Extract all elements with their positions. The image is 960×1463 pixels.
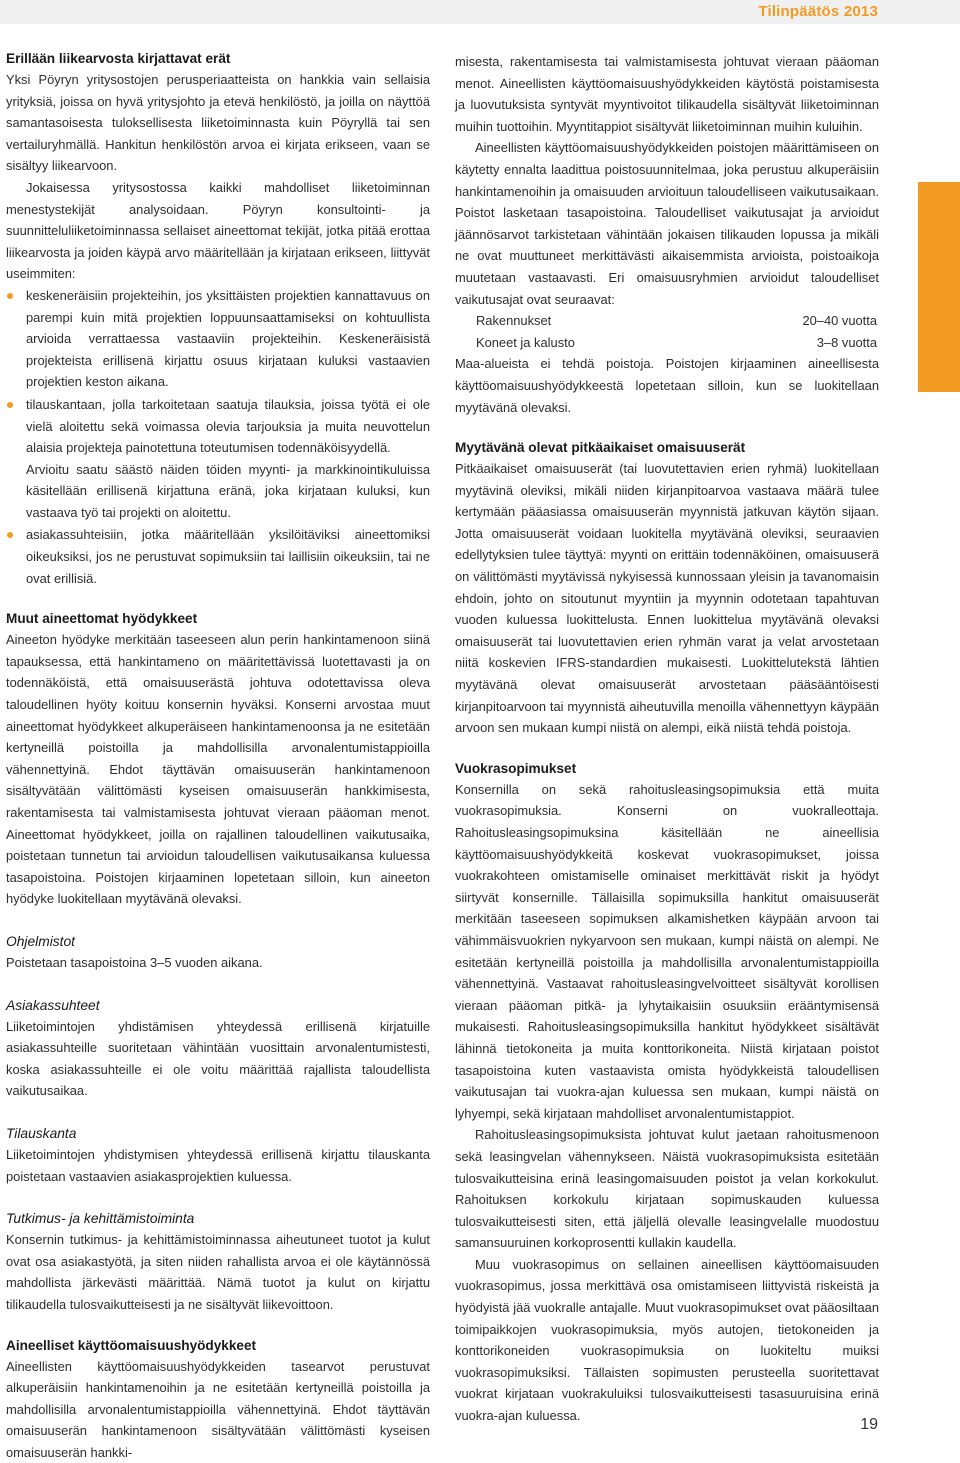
paragraph: Muu vuokrasopimus on sellainen aineellisen käyttöomaisuuden vuokrasopimus, jossa merkittävä osa omistamiseen liittyvistä riskeistä ja hyödyistä jää vuokralle antajalle. Muut vuokrasopimukset ovat pääosiltaan toimipaikkojen vuokrasopimuksia, myös autojen, tietokoneiden ja konttorikoneiden vuokrasopimuksia on luokiteltu muiksi vuokrasopimuksiksi. Tällaisten sopimusten perusteella suoritettavat vuokrat kirjataan vuokrakuluiksi tulosvaikutteisesti tasasuuruisina erinä vuokra-ajan kuluessa. [455, 1254, 879, 1427]
heading-erillaan: Erillään liikearvosta kirjattavat erät [6, 48, 430, 69]
asset-class: Rakennukset [476, 310, 551, 332]
list-item [6, 285, 430, 393]
subheading-tutkimus: Tutkimus- ja kehittämistoiminta [6, 1208, 430, 1229]
subheading-asiakassuhteet: Asiakassuhteet [6, 995, 430, 1016]
table-row [455, 310, 879, 332]
paragraph: Pitkäaikaiset omaisuuserät (tai luovutettavien erien ryhmä) luokitellaan myytävinä oleviksi, mikäli niiden kirjanpitoarvoa vastaava määrä tulee kertymään pääasiassa omaisuuserän myynnistä jatkuvan käytön sijaan. Jotta omaisuuserät voidaan luokitella myytävänä oleviksi, seuraavien edellytyksien tulee täyttyä: myynti on erittäin todennäköinen, omaisuuserä on välittömästi myytävissä nykyisessä kunnossaan yleisin ja tavanomaisin ehdoin, johto on sitoutunut myyntiin ja myynnin odotetaan tapahtuvan vuoden kuluessa luokittelusta. Ennen luokittelua myytävänä olevaksi omaisuuserät tai luovutettavien erien ryhmän varat ja velat arvostetaan niitä koskevien IFRS-standardien mukaisesti. Luokittelutekstä lähtien myytävänä olevat omaisuuserät arvostetaan pääsääntöisesti kirjanpitoarvoon tai myynnistä aiheutuvilla menoilla vähennettyyn käypään arvoon sen mukaan kumpi niistä on alempi, eikä niistä tehdä poistoja. [455, 458, 879, 739]
depreciation-table [455, 310, 879, 353]
subheading-ohjelmistot: Ohjelmistot [6, 931, 430, 952]
list-item [6, 524, 430, 589]
paragraph: Aineellisten käyttöomaisuushyödykkeiden tasearvot perustuvat alkuperäisiin hankintamenoihin ja ne esitetään kertyneillä poistoilla ja mahdollisilla arvonalentumistappioilla vähennettyinä. Ehdot täyttävän omaisuuserän hankintamenoon sisältyvätään välittömästi kyseisen omaisuuserän hankki- [6, 1356, 430, 1463]
page-number: 19 [860, 1416, 878, 1434]
asset-class: Koneet ja kalusto [476, 332, 575, 354]
heading-muut: Muut aineettomat hyödykkeet [6, 608, 430, 629]
header-bar [0, 0, 960, 24]
paragraph: Jokaisessa yritysostossa kaikki mahdolliset liiketoiminnan menestystekijät analysoidaan. Pöyryn konsultointi- ja suunnitteluliiketoiminnassa sellaiset aineettomat tekijät, jotka pitää erottaa liikearvosta ja joiden käypä arvo määritellään ja kirjataan erikseen, liittyvät useimmiten: [6, 177, 430, 285]
subheading-tilauskanta: Tilauskanta [6, 1123, 430, 1144]
bullet-icon [7, 532, 13, 538]
paragraph: Rahoitusleasingsopimuksista johtuvat kulut jaetaan rahoitusmenoon sekä leasingvelan vähennykseen. Näistä vuokrasopimuksista esitetään tulosvaikutteisina erinä leasingomaisuuden poistot ja velan korkokulut. Rahoituksen korkokulu kirjataan sopimuskauden kuluessa tulosvaikutteisesti siten, että jäljellä olevalle leasingvelalle muodostuu samansuuruinen korkoprosentti kullakin kaudella. [455, 1124, 879, 1254]
depreciation-period: 20–40 vuotta [802, 310, 877, 332]
bullet-text: tilauskantaan, jolla tarkoitetaan saatuja tilauksia, joissa työtä ei ole vielä aloitettu sekä voimassa olevia tarjouksia ja muita neuvottelun alaisia projekteja painotettuna toteutumisen todennäköisyydellä. [26, 394, 430, 459]
heading-myytavana: Myytävänä olevat pitkäaikaiset omaisuuserät [455, 437, 879, 458]
report-title: Tilinpäätös 2013 [758, 3, 878, 20]
paragraph: Poistetaan tasapoistoina 3–5 vuoden aikana. [6, 952, 430, 974]
list-item [6, 394, 430, 524]
heading-vuokrasopimukset: Vuokrasopimukset [455, 758, 879, 779]
paragraph: Yksi Pöyryn yritysostojen perusperiaatteista on hankkia vain sellaisia yrityksiä, joissa on hyvä yritysjohto ja etevä henkilöstö, ja joilla on näyttöä samantasoisesta tuloksellisesta liiketoiminnasta kuin Pöyryllä tai sen vertailuryhmällä. Hankitun henkilöstön arvoa ei kirjata erikseen, vaan se sisältyy liikearvoon. [6, 69, 430, 177]
heading-aineelliset: Aineelliset käyttöomaisuushyödykkeet [6, 1335, 430, 1356]
right-column [455, 51, 879, 1427]
paragraph: Konsernin tutkimus- ja kehittämistoiminnassa aiheutuneet tuotot ja kulut ovat osa asiakastyötä, ja siten niiden rahallista arvoa ei ole käytännössä mahdollista järkevästi määrittää. Nämä tuotot ja kulut on kirjattu tilikaudella tulosvaikutteisesti ja ne sisältyvät liikevoittoon. [6, 1229, 430, 1315]
paragraph: Maa-alueista ei tehdä poistoja. Poistojen kirjaaminen aineellisesta käyttöomaisuushyödykkeestä lopetetaan silloin, kun se luokitellaan myytävänä olevaksi. [455, 353, 879, 418]
bullet-icon [7, 293, 13, 299]
orange-accent-block [918, 182, 960, 392]
paragraph: Liiketoimintojen yhdistämisen yhteydessä erillisenä kirjatuille asiakassuhteille suoritetaan vähintään vuosittain arvonalentumistesti, koska asiakassuhteille ei ole voitu määrittää rajallista taloudellista vaikutusaikaa. [6, 1016, 430, 1102]
paragraph: Aineellisten käyttöomaisuushyödykkeiden poistojen määrittämiseen on käytetty ennalta laadittua poistosuunnitelmaa, joka perustuu alkuperäisiin hankintamenoihin ja omaisuuden arvioituun taloudelliseen vaikutusaikaan. Poistot lasketaan tasapoistoina. Taloudelliset vaikutusajat ja arvioidut jäännösarvot tarkistetaan vähintään jokaisen tilikauden lopussa ja mikäli ne ovat muuttuneet merkittävästi aikaisemmista arvioista, poistoaikoja muutetaan vastaavasti. Eri omaisuusryhmien arvioidut taloudelliset vaikutusajat ovat seuraavat: [455, 137, 879, 310]
bullet-text: asiakassuhteisiin, jotka määritellään yksilöitäviksi aineettomiksi oikeuksiksi, jos ne perustuvat sopimuksiin tai laillisiin oikeuksiin, tai ne ovat erillisiä. [26, 524, 430, 589]
bullet-list [6, 285, 430, 589]
bullet-text: keskeneräisiin projekteihin, jos yksittäisten projektien kannattavuus on parempi kuin mitä projektien loppuunsaattamiseksi on kohtuullista arvioida verrattaessa vastaaviin projekteihin. Keskeneräisistä projekteista erillisenä kirjattu osuus kirjataan kuluksi vastaavien projektien keston aikana. [26, 285, 430, 393]
bullet-icon [7, 402, 13, 408]
paragraph: Konsernilla on sekä rahoitusleasingsopimuksia että muita vuokrasopimuksia. Konserni on vuokralleottaja. Rahoitusleasingsopimuksina käsitellään ne aineellisia käyttöomaisuushyödykkeitä koskevat vuokrasopimukset, joissa vuokrakohteen omistamiselle ominaiset merkittävät riskit ja hyödyt siirtyvät konsernille. Tällaisilla sopimuksilla hankitut omaisuuserät merkitään taseeseen sopimuksen alkamishetken käypään arvoon tai vähimmäisvuokrien nykyarvoon sen mukaan, kumpi näistä on alempi. Ne esitetään kertyneillä poistoilla ja mahdollisilla arvonalentumistappioilla vähennettyinä. Vastaavat rahoitusleasingvelvoitteet sisältyvät korollisen vieraan pääoman pitkä- ja lyhytaikaisiin osuuksiin erääntymisensä mukaisesti. Rahoitusleasingsopimuksilla hankitut hyödykkeet sisältävät lähinnä tietokoneita ja muita konttorikoneita. Niistä kirjataan poistot tasapoistoina kuten vastaavista omista hyödykkeistä taloudellisen vaikutusajan tai vuokra-ajan kuluessa sen mukaan, kumpi näistä on lyhyempi, sekä kirjataan mahdolliset arvonalentumistappiot. [455, 779, 879, 1125]
paragraph: misesta, rakentamisesta tai valmistamisesta johtuvat vieraan pääoman menot. Aineellisten käyttöomaisuushyödykkeiden käytöstä poistamisesta ja luovutuksista syntyvät myyntivoitot tilikaudella sisältyvät liiketoiminnan muihin tuottoihin. Myyntitappiot sisältyvät liiketoiminnan muihin kuluihin. [455, 51, 879, 137]
depreciation-period: 3–8 vuotta [817, 332, 877, 354]
left-column [6, 48, 430, 1463]
table-row [455, 332, 879, 354]
paragraph: Aineeton hyödyke merkitään taseeseen alun perin hankintamenoon siinä tapauksessa, että hankintameno on määritettävissä luotettavasti ja on todennäköistä, että omaisuuserästä johtuva odotettavissa oleva taloudellinen hyöty koituu konsernin hyväksi. Konserni arvostaa muut aineettomat hyödykkeet alkuperäiseen hankintamenoonsa ja ne esitetään kertyneillä poistoilla ja mahdollisilla arvonalentumistappioilla vähennettyinä. Ehdot täyttävän omaisuuserän hankintamenoon sisältyvätään välittömästi kyseisen omaisuuserän hankkimisesta, rakentamisesta tai valmistamisesta johtuvat vieraan pääoman menot. Aineettomat hyödykkeet, joilla on rajallinen taloudellinen vaikutusaika, poistetaan tunnetun tai arvioidun taloudellisen vaikutusaikansa kuluessa tasapoistoina. Poistojen kirjaaminen lopetetaan silloin, kun aineeton hyödyke luokitellaan myytävänä olevaksi. [6, 629, 430, 910]
paragraph: Liiketoimintojen yhdistymisen yhteydessä erillisenä kirjattu tilauskanta poistetaan vastaavien asiakasprojektien kuluessa. [6, 1144, 430, 1187]
bullet-text: Arvioitu saatu säästö näiden töiden myynti- ja markkinointikuluissa käsitellään erillisenä kirjattuna eränä, joka kirjataan kuluksi, kun vastaava työ tai projekti on aloitettu. [26, 459, 430, 524]
